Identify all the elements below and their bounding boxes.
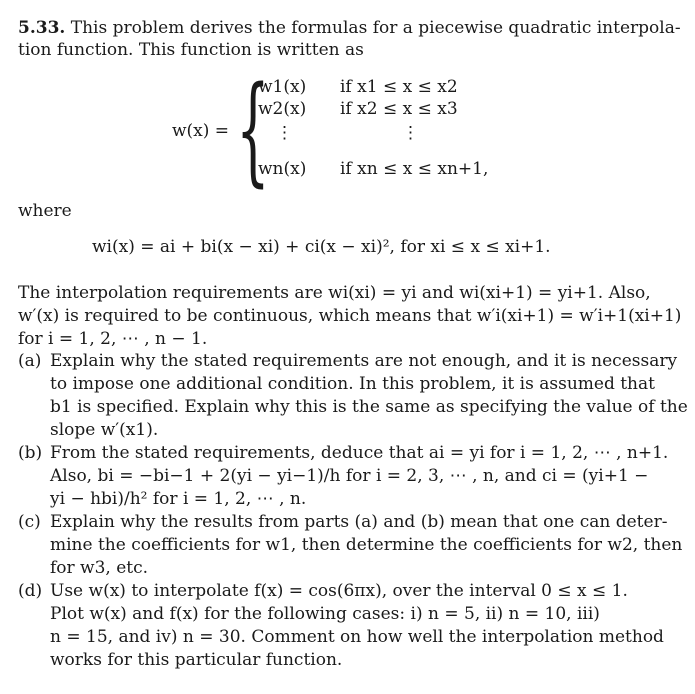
part-c-label: (c) (18, 512, 41, 532)
part-a-line-3: b1 is specified. Explain why this is the same as specifying the value of the (50, 397, 688, 417)
requirements-line-1: The interpolation requirements are wi(xi) = yi and wi(xi+1) = yi+1. Also, (18, 283, 651, 303)
part-b-label: (b) (18, 443, 43, 463)
part-b-line-2: Also, bi = −bi−1 + 2(yi − yi−1)/h for i = 2, 3, ⋯ , n, and ci = (yi+1 − (50, 466, 649, 486)
intro-text-1: This problem derives the formulas for a piecewise quadratic interpola- (70, 18, 681, 38)
piecewise-definition (0, 0, 695, 200)
piece-fn-1: w1(x) (258, 77, 307, 97)
part-b-line-3: yi − hbi)/h² for i = 1, 2, ⋯ , n. (50, 489, 307, 509)
part-c-line-2: mine the coefficients for w1, then determine the coefficients for w2, then (50, 535, 683, 555)
where-label: where (18, 201, 72, 221)
part-d-line-2: Plot w(x) and f(x) for the following cases: i) n = 5, ii) n = 10, iii) (50, 604, 600, 624)
left-brace: { (236, 60, 270, 198)
part-d-label: (d) (18, 581, 43, 601)
piece-cond-n: if xn ≤ x ≤ xn+1, (340, 159, 489, 179)
part-a-line-4: slope w′(x1). (50, 420, 159, 440)
piece-fn-vdots: ⋮ (276, 123, 293, 143)
part-a-line-1: Explain why the stated requirements are not enough, and it is necessary (50, 351, 678, 371)
part-a-line-2: to impose one additional condition. In this problem, it is assumed that (50, 374, 655, 394)
part-d-line-4: works for this particular function. (50, 650, 343, 670)
piece-fn-2: w2(x) (258, 99, 307, 119)
piece-cond-vdots: ⋮ (402, 123, 419, 143)
part-a-label: (a) (18, 351, 42, 371)
problem-number: 5.33. (18, 18, 66, 38)
piece-fn-n: wn(x) (258, 159, 307, 179)
piece-cond-1: if x1 ≤ x ≤ x2 (340, 77, 458, 97)
requirements-line-3: for i = 1, 2, ⋯ , n − 1. (18, 329, 208, 349)
part-d-line-1: Use w(x) to interpolate f(x) = cos(6πx), over the interval 0 ≤ x ≤ 1. (50, 581, 628, 601)
requirements-line-2: w′(x) is required to be continuous, which means that w′i(xi+1) = w′i+1(xi+1) (18, 306, 682, 326)
part-d-line-3: n = 15, and iv) n = 30. Comment on how well the interpolation method (50, 627, 664, 647)
problem-intro-line-2: tion function. This function is written as (18, 40, 364, 60)
piecewise-lhs: w(x) = (172, 121, 230, 141)
part-c-line-3: for w3, etc. (50, 558, 149, 578)
part-b-line-1: From the stated requirements, deduce that ai = yi for i = 1, 2, ⋯ , n+1. (50, 443, 669, 463)
wi-equation: wi(x) = ai + bi(x − xi) + ci(x − xi)², for xi ≤ x ≤ xi+1. (92, 237, 551, 257)
piece-cond-2: if x2 ≤ x ≤ x3 (340, 99, 458, 119)
part-c-line-1: Explain why the results from parts (a) and (b) mean that one can deter- (50, 512, 668, 532)
